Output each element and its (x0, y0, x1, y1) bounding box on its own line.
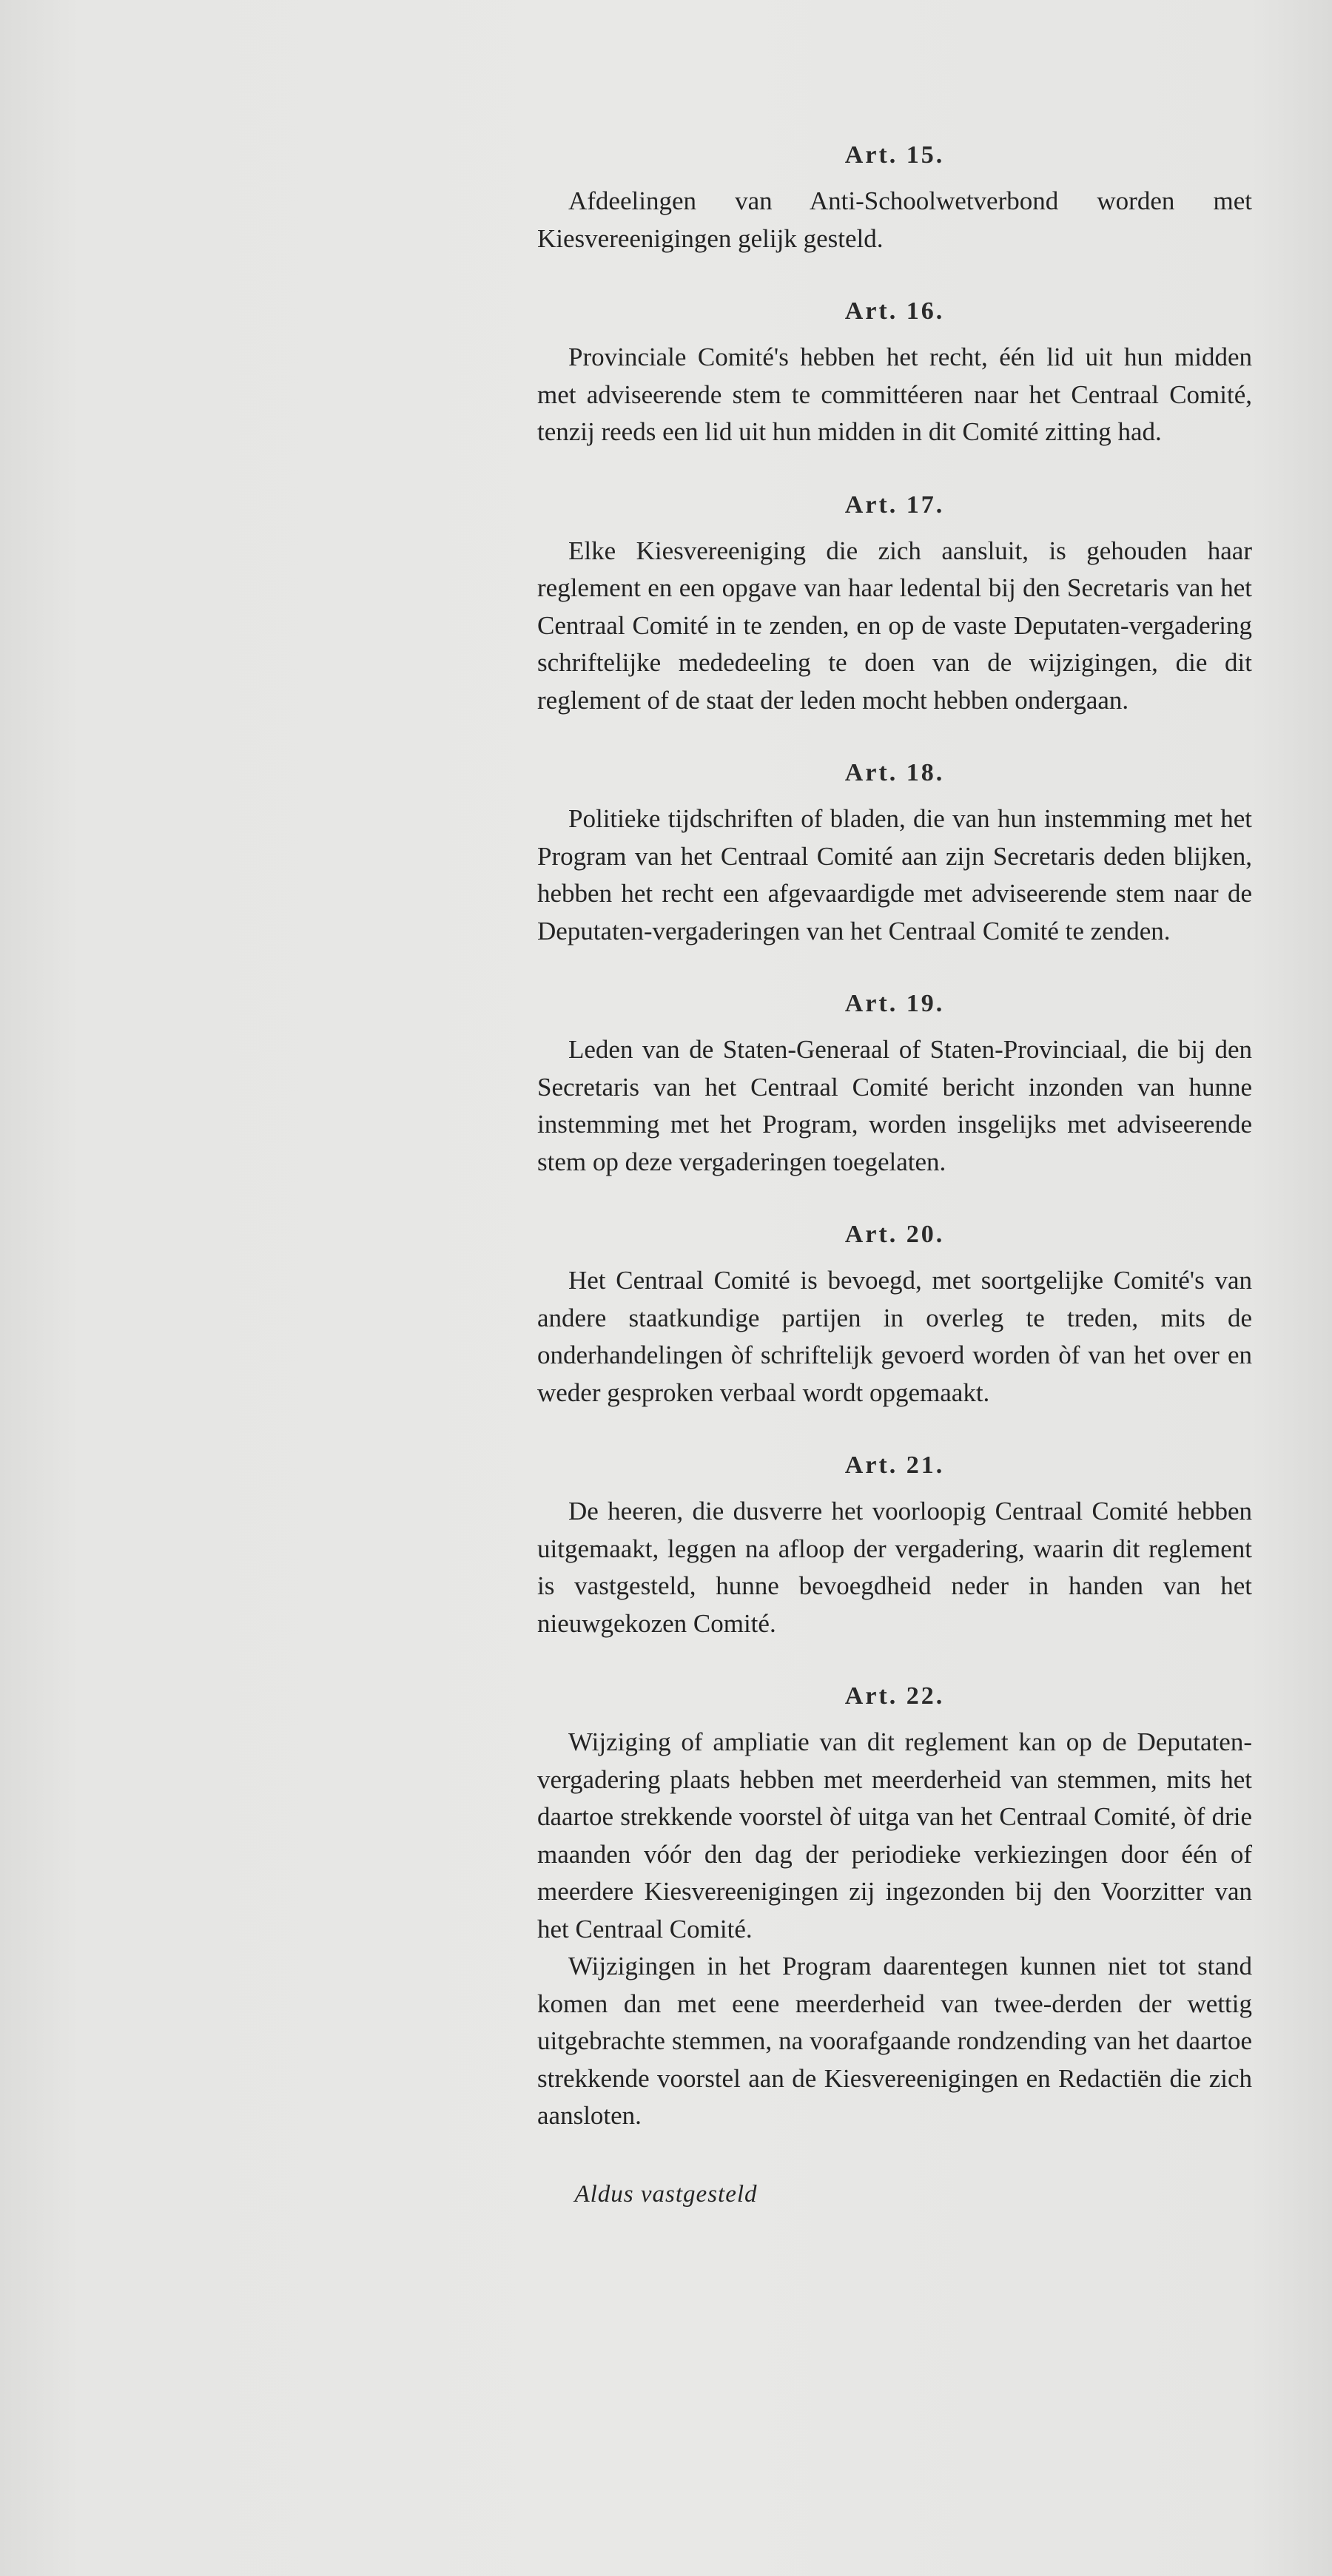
article-17 (537, 487, 1252, 720)
article-heading: Art. 17. (844, 490, 945, 519)
article-18 (537, 755, 1252, 950)
article-heading: Art. 21. (844, 1451, 945, 1479)
article-paragraph: Politieke tijdschriften of bladen, die van hun instemming met het Program van het Centraal Comité aan zijn Secretaris deden blijken, hebben het recht een afgevaardigde met adviseerende stem naar de Deputaten-vergaderingen van het Centraal Comité te zenden. (537, 804, 1252, 945)
article-15 (537, 137, 1252, 257)
article-paragraph: Provinciale Comité's hebben het recht, één lid uit hun midden met adviseerende stem te committéeren naar het Centraal Comité, tenzij reeds een lid uit hun midden in dit Comité zitting had. (537, 343, 1252, 446)
article-19 (537, 985, 1252, 1181)
article-paragraph: Leden van de Staten-Generaal of Staten-Provinciaal, die bij den Secretaris van het Centraal Comité bericht inzonden van hunne instemming met het Program, worden insgelijks met adviseerende stem op deze vergaderingen toegelaten. (537, 1035, 1252, 1176)
article-16 (537, 293, 1252, 451)
article-heading: Art. 20. (844, 1221, 945, 1248)
article-heading: Art. 16. (844, 297, 945, 325)
closing-line: Aldus vastgesteld (574, 2181, 758, 2208)
article-paragraph: Het Centraal Comité is bevoegd, met soortgelijke Comité's van andere staatkundige partijen in overleg te treden, mits de onderhandelingen òf schriftelijk gevoerd worden òf van het over en weder gesproken verbaal wordt opgemaakt. (537, 1266, 1252, 1407)
article-paragraph: Afdeelingen van Anti-Schoolwetverbond worden met Kiesvereenigingen gelijk gesteld. (537, 186, 1252, 253)
article-heading: Art. 22. (844, 1682, 945, 1710)
article-heading: Art. 15. (844, 141, 945, 169)
regulation-text (537, 137, 1252, 2135)
article-paragraph: De heeren, die dusverre het voorloopig Centraal Comité hebben uitgemaakt, leggen na afloop der vergadering, waarin dit reglement is vastgesteld, hunne bevoegdheid neder in handen van het nieuwgekozen Comité. (537, 1497, 1252, 1638)
article-paragraph: Wijzigingen in het Program daarentegen kunnen niet tot stand komen dan met eene meerderheid van twee-derden der wettig uitgebrachte stemmen, na voorafgaande rondzending van het daartoe strekkende voorstel aan de Kiesvereenigingen en Redactiën die zich aansloten. (537, 1952, 1252, 2130)
article-paragraph: Wijziging of ampliatie van dit reglement kan op de Deputaten-vergadering plaats hebben met meerderheid van stemmen, mits het daartoe strekkende voorstel òf uitga van het Centraal Comité, òf drie maanden vóór den dag der periodieke verkiezingen door één of meerdere Kiesvereenigingen zij ingezonden bij den Voorzitter van het Centraal Comité. (537, 1727, 1252, 1943)
article-heading: Art. 18. (844, 759, 945, 786)
article-paragraph: Elke Kiesvereeniging die zich aansluit, is gehouden haar reglement en een opgave van haar ledental bij den Secretaris van het Centraal Comité in te zenden, en op de vaste Deputaten-vergadering schriftelijke mededeeling te doen van de wijzigingen, die dit reglement of de staat der leden mocht hebben ondergaan. (537, 536, 1252, 715)
article-heading: Art. 19. (844, 990, 945, 1017)
article-22 (537, 1678, 1252, 2135)
article-21 (537, 1447, 1252, 1642)
article-20 (537, 1216, 1252, 1412)
